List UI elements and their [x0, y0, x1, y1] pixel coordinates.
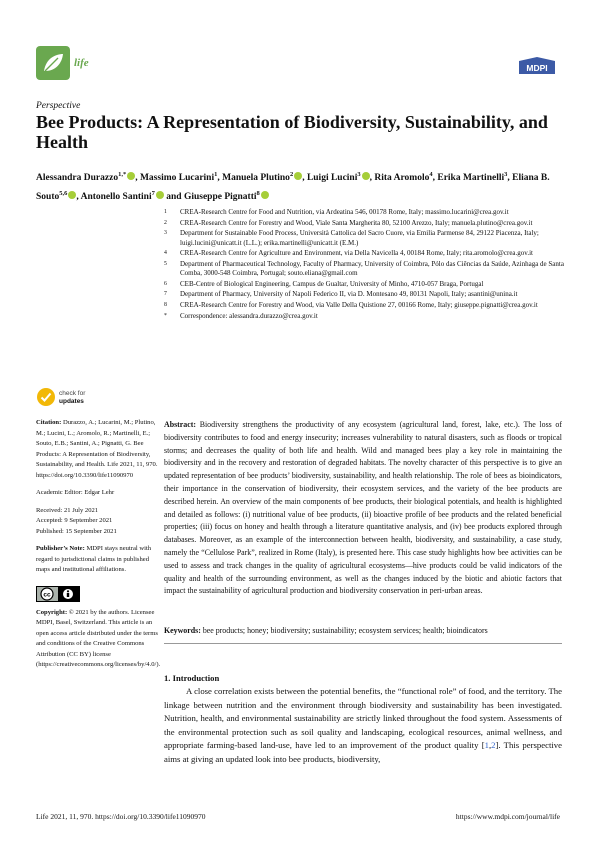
- abstract: [164, 419, 562, 598]
- orcid-icon[interactable]: [127, 172, 135, 180]
- copyright-text: © 2021 by the authors. Licensee MDPI, Basel, Switzerland. This article is an open access article distributed under the terms and conditions of the Creative Commons Attribution (CC BY) license (https://creativecommons.org/licenses/by/4.0/).: [36, 608, 161, 668]
- author-name: Giuseppe Pignatti: [183, 192, 257, 203]
- reference-link-2[interactable]: 2: [491, 740, 496, 750]
- author-separator: ,: [76, 192, 81, 203]
- author-affiliation-marker: 1: [214, 171, 218, 178]
- footer-journal-url[interactable]: https://www.mdpi.com/journal/life: [455, 812, 560, 821]
- orcid-icon[interactable]: [362, 172, 370, 180]
- accepted-date: Accepted: 9 September 2021: [36, 517, 113, 524]
- affiliation-item: [164, 312, 564, 321]
- copyright-label: Copyright:: [36, 608, 68, 616]
- affiliation-item: [164, 249, 564, 258]
- affiliation-text: Department of Pharmacy, University of Napoli Federico II, via D. Montesano 49, 80131 Napoli, Italy; asantini@unina.it: [180, 290, 518, 299]
- author-name: Eliana B. Souto: [36, 173, 550, 203]
- affiliation-item: [164, 229, 564, 248]
- keywords-text: bee products; honey; biodiversity; sustainability; ecosystem services; health; bioindicators: [202, 626, 488, 635]
- footer-citation: Life 2021, 11, 970. https://doi.org/10.3390/life11090970: [36, 812, 206, 821]
- affiliation-text: Correspondence: alessandra.durazzo@crea.gov.it: [180, 311, 318, 320]
- affiliation-text: CREA-Research Centre for Agriculture and Environment, via Della Navicella 4, 00184 Rome, Italy; rita.aromolo@crea.gov.it: [180, 249, 533, 258]
- author-name: Luigi Lucini: [306, 173, 358, 184]
- affiliation-text: Department of Pharmaceutical Technology, Faculty of Pharmacy, University of Coimbra, Pólo das Ciências da Saúde, Azinhaga de Santa Comba, 3000-548 Coimbra, Portugal; souto.eliana@gmail.com: [180, 259, 564, 278]
- abstract-label: Abstract:: [164, 420, 196, 429]
- affiliation-text: CEB-Centre of Biological Engineering, Campus de Gualtar, University of Minho, 4710-057 Braga, Portugal: [180, 279, 484, 288]
- author-name: Antonello Santini: [80, 192, 152, 203]
- published-date: Published: 15 September 2021: [36, 527, 117, 535]
- affiliation-item: [164, 290, 564, 299]
- intro-text-part1: A close correlation exists between the potential benefits, the “functional role” of food, and the territory. The linkage between nutrition and the environment through biodiversity and sustainability has been investigated. Nutrition, health, and environmental sustainability are strictly linked throughout the food system. Assessments of the environmental protection such as soil quality and landscaping, ecological resources, animal wellness, and appropriate farming-based land-use, have led to an improvement of the product quality [: [164, 686, 562, 750]
- keywords-label: Keywords:: [164, 626, 201, 635]
- affiliation-number: *: [164, 312, 167, 319]
- author-name: Manuela Plutino: [222, 173, 290, 184]
- mdpi-logo-icon: [517, 56, 557, 76]
- intro-text-part2: ]. This perspective aims at giving an updated look into bee products, biodiversity,: [164, 740, 562, 764]
- copyright: [36, 608, 161, 671]
- affiliation-item: [164, 280, 564, 289]
- affiliation-text: Department for Sustainable Food Process, Università Cattolica del Sacro Cuore, via Emilia Parmense 84, 29122 Piacenza, Italy; luigi.lucini@unicatt.it (L.L.); erika.martinelli@unicatt.it (E.M.): [180, 229, 539, 247]
- article-type: Perspective: [36, 101, 81, 111]
- ref-separator: ,: [488, 740, 492, 750]
- academic-editor: Academic Editor: Edgar Lehr: [36, 489, 115, 496]
- check-updates-line1: check for: [59, 390, 86, 397]
- keywords: [164, 625, 562, 637]
- keywords-divider: [164, 643, 562, 644]
- affiliation-item: [164, 301, 564, 310]
- affiliation-number: 6: [164, 280, 167, 287]
- orcid-icon[interactable]: [261, 191, 269, 199]
- author-separator: ,: [217, 173, 223, 184]
- author-separator: ,: [432, 173, 438, 184]
- check-for-updates-button[interactable]: [36, 386, 116, 412]
- affiliation-number: 4: [164, 250, 167, 257]
- citation-text: Durazzo, A.; Lucarini, M.; Plutino, M.; Lucini, L.; Aromolo, R.; Martinelli, E.; Souto, E.B.; Santini, A.; Pignatti, G. Bee Products: A Representation of Biodiversity, Sustainability, and Health. Life 2021, 11, 970. https://doi.org/10.3390/life11090970: [36, 419, 158, 479]
- affiliation-item: [164, 260, 564, 279]
- affiliation-text: CREA-Research Centre for Food and Nutrition, via Ardeatina 546, 00178 Rome, Italy; massimo.lucarini@crea.gov.it: [180, 208, 509, 216]
- citation-label: Citation:: [36, 419, 62, 426]
- author-affiliation-marker: 3: [357, 171, 361, 178]
- mdpi-logo-text: MDPI: [526, 63, 548, 73]
- journal-leaf-logo-icon: [36, 46, 70, 80]
- introduction-paragraph: [164, 685, 562, 766]
- author-separator: ,: [507, 173, 513, 184]
- author-affiliation-marker: 4: [429, 171, 433, 178]
- orcid-icon[interactable]: [294, 172, 302, 180]
- affiliation-number: 1: [164, 209, 167, 215]
- author-name: Erika Martinelli: [437, 173, 505, 184]
- author-affiliation-marker: 2: [289, 171, 294, 178]
- affiliation-item: [164, 219, 564, 228]
- cc-badge-text: cc: [43, 591, 51, 598]
- author-separator: ,: [369, 173, 375, 184]
- affiliation-number: 8: [164, 301, 167, 308]
- author-name: Massimo Lucarini: [139, 173, 215, 184]
- check-updates-icon: [36, 387, 56, 407]
- affiliation-text: CREA-Research Centre for Forestry and Wood, Viale Santa Margherita 80, 52100 Arezzo, Italy; manuela.plutino@crea.gov.it: [180, 218, 533, 227]
- affiliation-number: 7: [164, 291, 167, 298]
- affiliations: [164, 208, 564, 322]
- article-title: Bee Products: A Representation of Biodiversity, Sustainability, and Health: [36, 112, 548, 152]
- author-affiliation-marker: 3: [504, 171, 508, 178]
- publisher-note-text: MDPI stays neutral with regard to jurisdictional claims in published maps and institutional affiliations.: [36, 545, 152, 573]
- received-date: Received: 21 July 2021: [36, 506, 99, 514]
- author-affiliation-marker: 8: [256, 190, 260, 198]
- check-updates-line2: updates: [59, 397, 84, 405]
- orcid-icon[interactable]: [156, 191, 164, 199]
- author-name: Rita Aromolo: [374, 173, 430, 184]
- affiliation-text: CREA-Research Centre for Forestry and Wood, via Valle Della Quistione 27, 00166 Rome, Italy; giuseppe.pignatti@crea.gov.it: [180, 300, 538, 309]
- reference-link-1[interactable]: 1: [484, 740, 489, 750]
- author-affiliation-marker: 7: [151, 190, 155, 198]
- author-affiliation-marker: 1,*: [118, 171, 127, 178]
- author-name: Alessandra Durazzo: [36, 173, 119, 184]
- affiliation-number: 3: [164, 230, 167, 237]
- affiliation-item: [164, 208, 564, 217]
- author-separator: ,: [135, 173, 140, 184]
- section-heading-introduction: 1. Introduction: [164, 673, 220, 683]
- affiliation-number: 5: [164, 260, 167, 267]
- citation: [36, 418, 158, 481]
- author-separator-last: and: [163, 192, 184, 203]
- publisher-note: [36, 544, 158, 576]
- cc-by-license-icon[interactable]: [36, 586, 80, 602]
- left-column-info: [36, 418, 161, 678]
- author-affiliation-marker: 5,6: [59, 190, 68, 198]
- publisher-note-label: Publisher’s Note:: [36, 545, 85, 552]
- journal-name: life: [74, 57, 89, 69]
- author-list: [36, 167, 566, 205]
- author-separator: ,: [302, 173, 307, 184]
- abstract-text: Biodiversity strengthens the productivity of any ecosystem (agricultural land, forest, lake, etc.). The loss of biodiversity contributes to food and energy insecurity; increases vulnerability to natural disasters, such as floods or tropical storms; and decreases the quality of both life and health. Wild and managed bees play a key role in maintaining the biodiversity and in the recovery and restoration of degraded habitats. The novelty character of this perspective is to give an updated representation of bee products’ biodiversity, sustainability, and health relationship. The role of bees as bioindicators, their importance in the conservation of biodiversity, their ecosystem services, and the variety of the bee products are described herein. An overview of the main components of bee products, their biological potentials, and health is highlighted and detailed as follows: (i) nutritional value of bee products, (ii) bioactive profile of bee products and the related beneficial properties; (iii) focus on honey and health through a literature quantitative analysis, and (iv) bee products explored through databases. Moreover, as an example of the interconnection between health, biodiversity, and sustainability, a case study, namely the “Cellulose Park”, realized in Rome (Italy), is presented here. This case study highlights how bee activities can be used to assess and track changes in the quality of agricultural ecosystems—hive products could be valid indicators of the quality and health of the surrounding environment, as well as the changes induced by the biotic and abiotic factors that impact the sustainability of agricultural production and biodiversity conservation in peri-urban areas.: [164, 420, 562, 596]
- affiliation-number: 2: [164, 219, 167, 226]
